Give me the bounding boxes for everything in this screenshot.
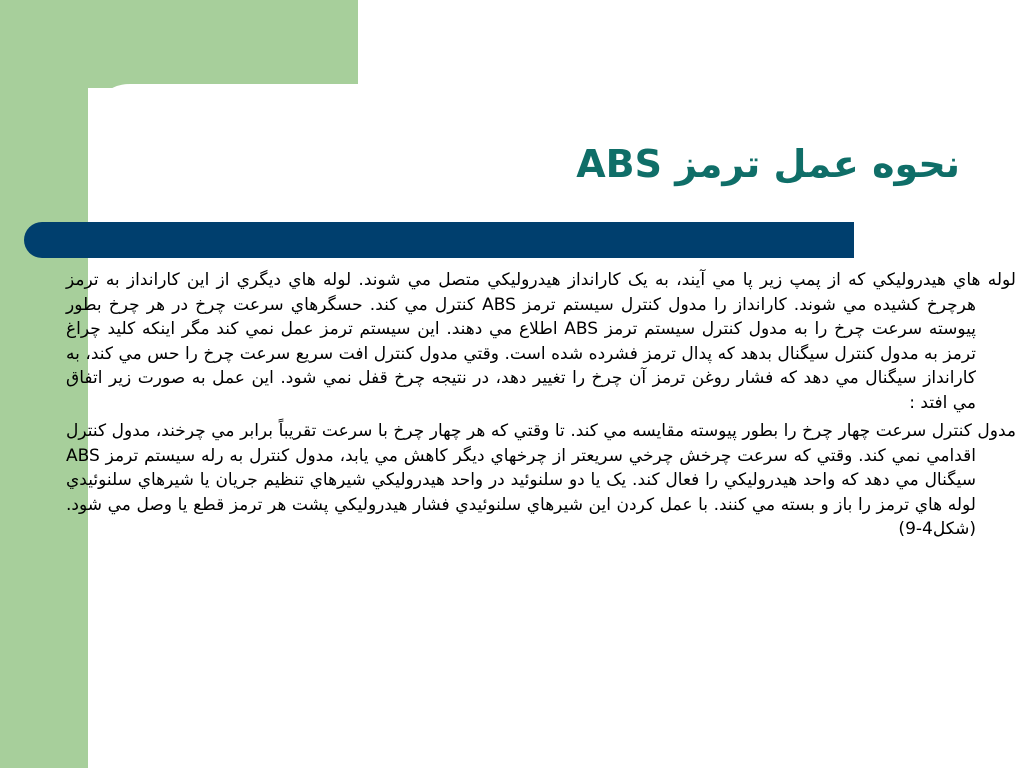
slide-body	[66, 268, 1016, 546]
body-paragraph: مدول کنترل سرعت چهار چرخ را بطور پيوسته مقايسه مي کند. تا وقتي که هر چهار چرخ با سرعت تقريباً برابر مي چرخند، مدول کنترل اقدامي نمي کند. وقتي که سرعت چرخش چرخي سريعتر از چرخهاي ديگر کاهش مي يابد، مدول کنترل به رله سيستم ترمز ABS سيگنال مي دهد که واحد هيدروليکي را فعال کند. يک يا دو سلنوئيد در واحد هيدروليکي شيرهاي تنظيم جريان يا شيرهاي سلنوئيدي لوله هاي ترمز را باز و بسته مي کنند. با عمل کردن اين شيرهاي سلنوئيدي فشار هيدروليکي پشت هر ترمز قطع يا وصل مي شود. (شکل4-9)	[66, 421, 1016, 539]
body-paragraph: لوله هاي هيدروليكي كه از پمپ زير پا مي آيند، به يک کارانداز هيدروليکي متصل مي شوند. لوله هاي ديگري از اين کارانداز به ترمز هرچرخ کشيده مي شوند. کارانداز را مدول کنترل سيستم ترمز ABS کنترل مي کند. حسگرهاي سرعت چرخ در هر چرخ بطور پيوسته سرعت چرخ را به مدول کنترل سيستم ترمز ABS اطلاع مي دهند. اين سيستم ترمز عمل نمي کند مگر اينکه کليد چراغ ترمز به مدول کنترل سيگنال بدهد که پدال ترمز فشرده شده است. وقتي مدول کنترل افت سريع سرعت چرخ را حس مي کند، به کارانداز سيگنال مي دهد که فشار روغن ترمز آن چرخ را تغيير دهد، در نتيجه چرخ قفل نمي شود. اين عمل به صورت زير اتفاق مي افتد :	[66, 270, 1016, 413]
title-underline-bar	[24, 222, 854, 258]
slide-title: نحوه عمل ترمز ABS	[576, 142, 960, 186]
